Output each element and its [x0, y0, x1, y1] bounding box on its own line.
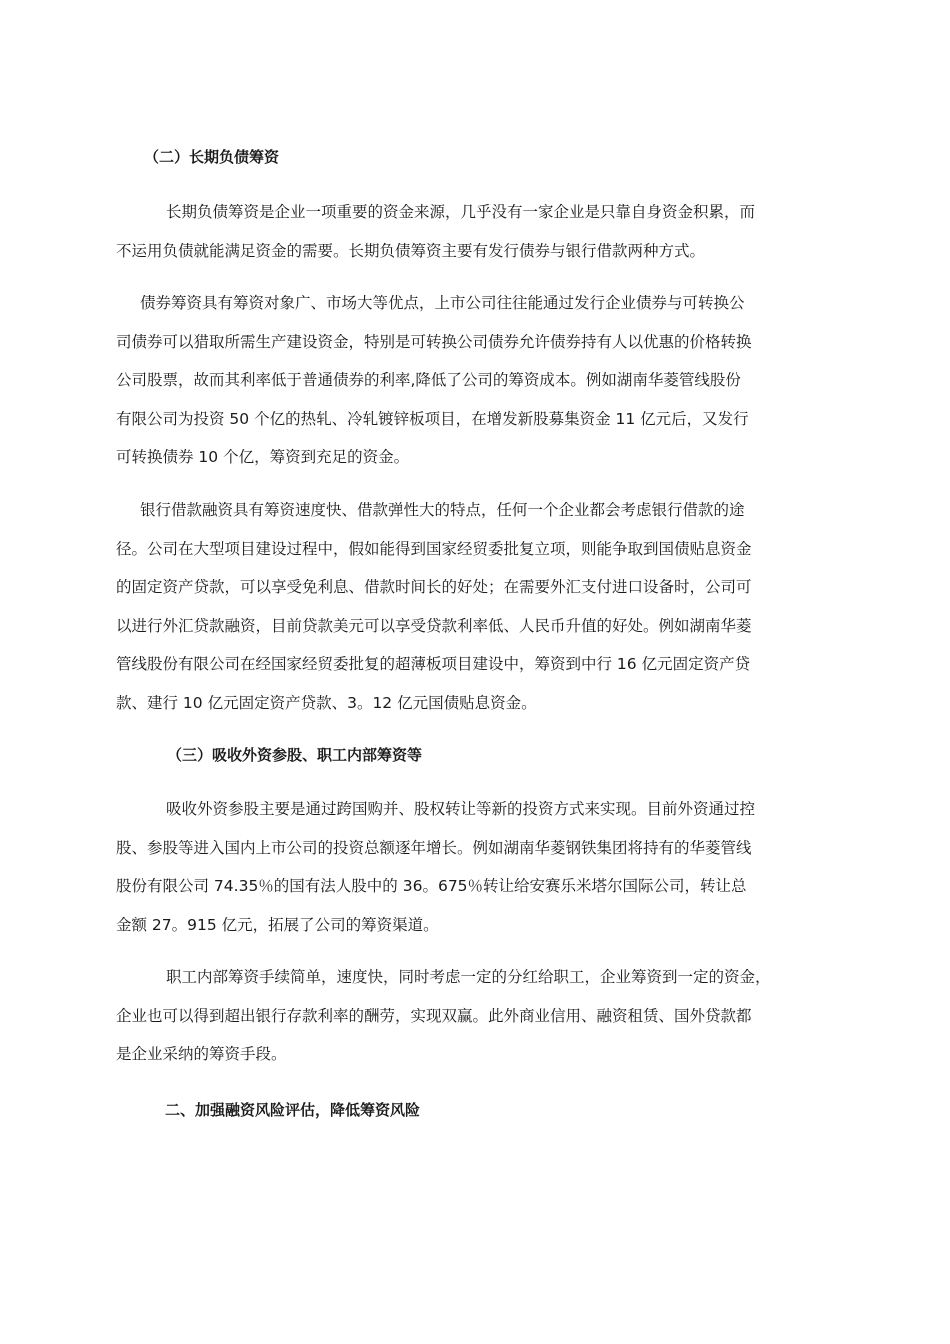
- paragraph-employee-financing: [116, 958, 816, 1074]
- text-line: 职工内部筹资手续简单，速度快，同时考虑一定的分红给职工，企业筹资到一定的资金，: [166, 968, 771, 986]
- text-line: 企业也可以得到超出银行存款利率的酬劳，实现双赢。此外商业信用、融资租赁、国外贷款都: [116, 1006, 752, 1025]
- text-line: 是企业采纳的筹资手段。: [116, 1045, 287, 1063]
- paragraph-bond-financing: [116, 284, 816, 477]
- text-line: 有限公司为投资 50 个亿的热轧、冷轧镀锌板项目，在增发新股募集资金 11 亿元后，又发行: [116, 409, 749, 428]
- text-line: 股、参股等进入国内上市公司的投资总额逐年增长。例如湖南华菱钢铁集团将持有的华菱管线: [116, 838, 752, 857]
- text-line: 公司股票，故而其利率低于普通债券的利率,降低了公司的筹资成本。例如湖南华菱管线股份: [116, 371, 741, 389]
- text-line: 吸收外资参股主要是通过跨国购并、股权转让等新的投资方式来实现。目前外资通过控: [166, 800, 756, 818]
- text-line: 款、建行 10 亿元固定资产贷款、3。12 亿元国债贴息资金。: [116, 693, 537, 712]
- heading-risk-assessment: 二、加强融资风险评估，降低筹资风险: [165, 1101, 421, 1119]
- paragraph-foreign-investment: [116, 790, 816, 944]
- paragraph-bank-loan: [116, 491, 816, 722]
- text-line: 管线股份有限公司在经国家经贸委批复的超薄板项目建设中，筹资到中行 16 亿元固定资产贷: [116, 655, 751, 673]
- text-line: 司债券可以猎取所需生产建设资金，特别是可转换公司债券允许债券持有人以优惠的价格转换: [116, 332, 752, 351]
- text-line: 长期负债筹资是企业一项重要的资金来源，几乎没有一家企业是只靠自身资金积累，而: [166, 203, 756, 221]
- text-line: 可转换债券 10 个亿，筹资到充足的资金。: [116, 448, 410, 466]
- paragraph-long-term-debt-intro: [116, 193, 816, 270]
- text-line: 径。公司在大型项目建设过程中，假如能得到国家经贸委批复立项，则能争取到国债贴息资金: [116, 539, 752, 558]
- heading-foreign-investment: （三）吸收外资参股、职工内部筹资等: [167, 746, 423, 764]
- text-line: 以进行外汇贷款融资，目前贷款美元可以享受贷款利率低、人民币升值的好处。例如湖南华菱: [116, 616, 752, 635]
- text-line: 银行借款融资具有筹资速度快、借款弹性大的特点，任何一个企业都会考虑银行借款的途: [140, 501, 745, 519]
- text-line: 债券筹资具有筹资对象广、市场大等优点，上市公司往往能通过发行企业债券与可转换公: [140, 294, 745, 312]
- text-line: 金额 27。915 亿元，拓展了公司的筹资渠道。: [116, 915, 439, 934]
- heading-long-term-debt: （二）长期负债筹资: [144, 148, 280, 166]
- text-line: 股份有限公司 74.35％的国有法人股中的 36。675％转让给安赛乐米塔尔国际公司，转让总: [116, 877, 747, 895]
- text-line: 不运用负债就能满足资金的需要。长期负债筹资主要有发行债券与银行借款两种方式。: [116, 241, 706, 260]
- text-line: 的固定资产贷款，可以享受免利息、借款时间长的好处；在需要外汇支付进口设备时，公司可: [116, 578, 752, 596]
